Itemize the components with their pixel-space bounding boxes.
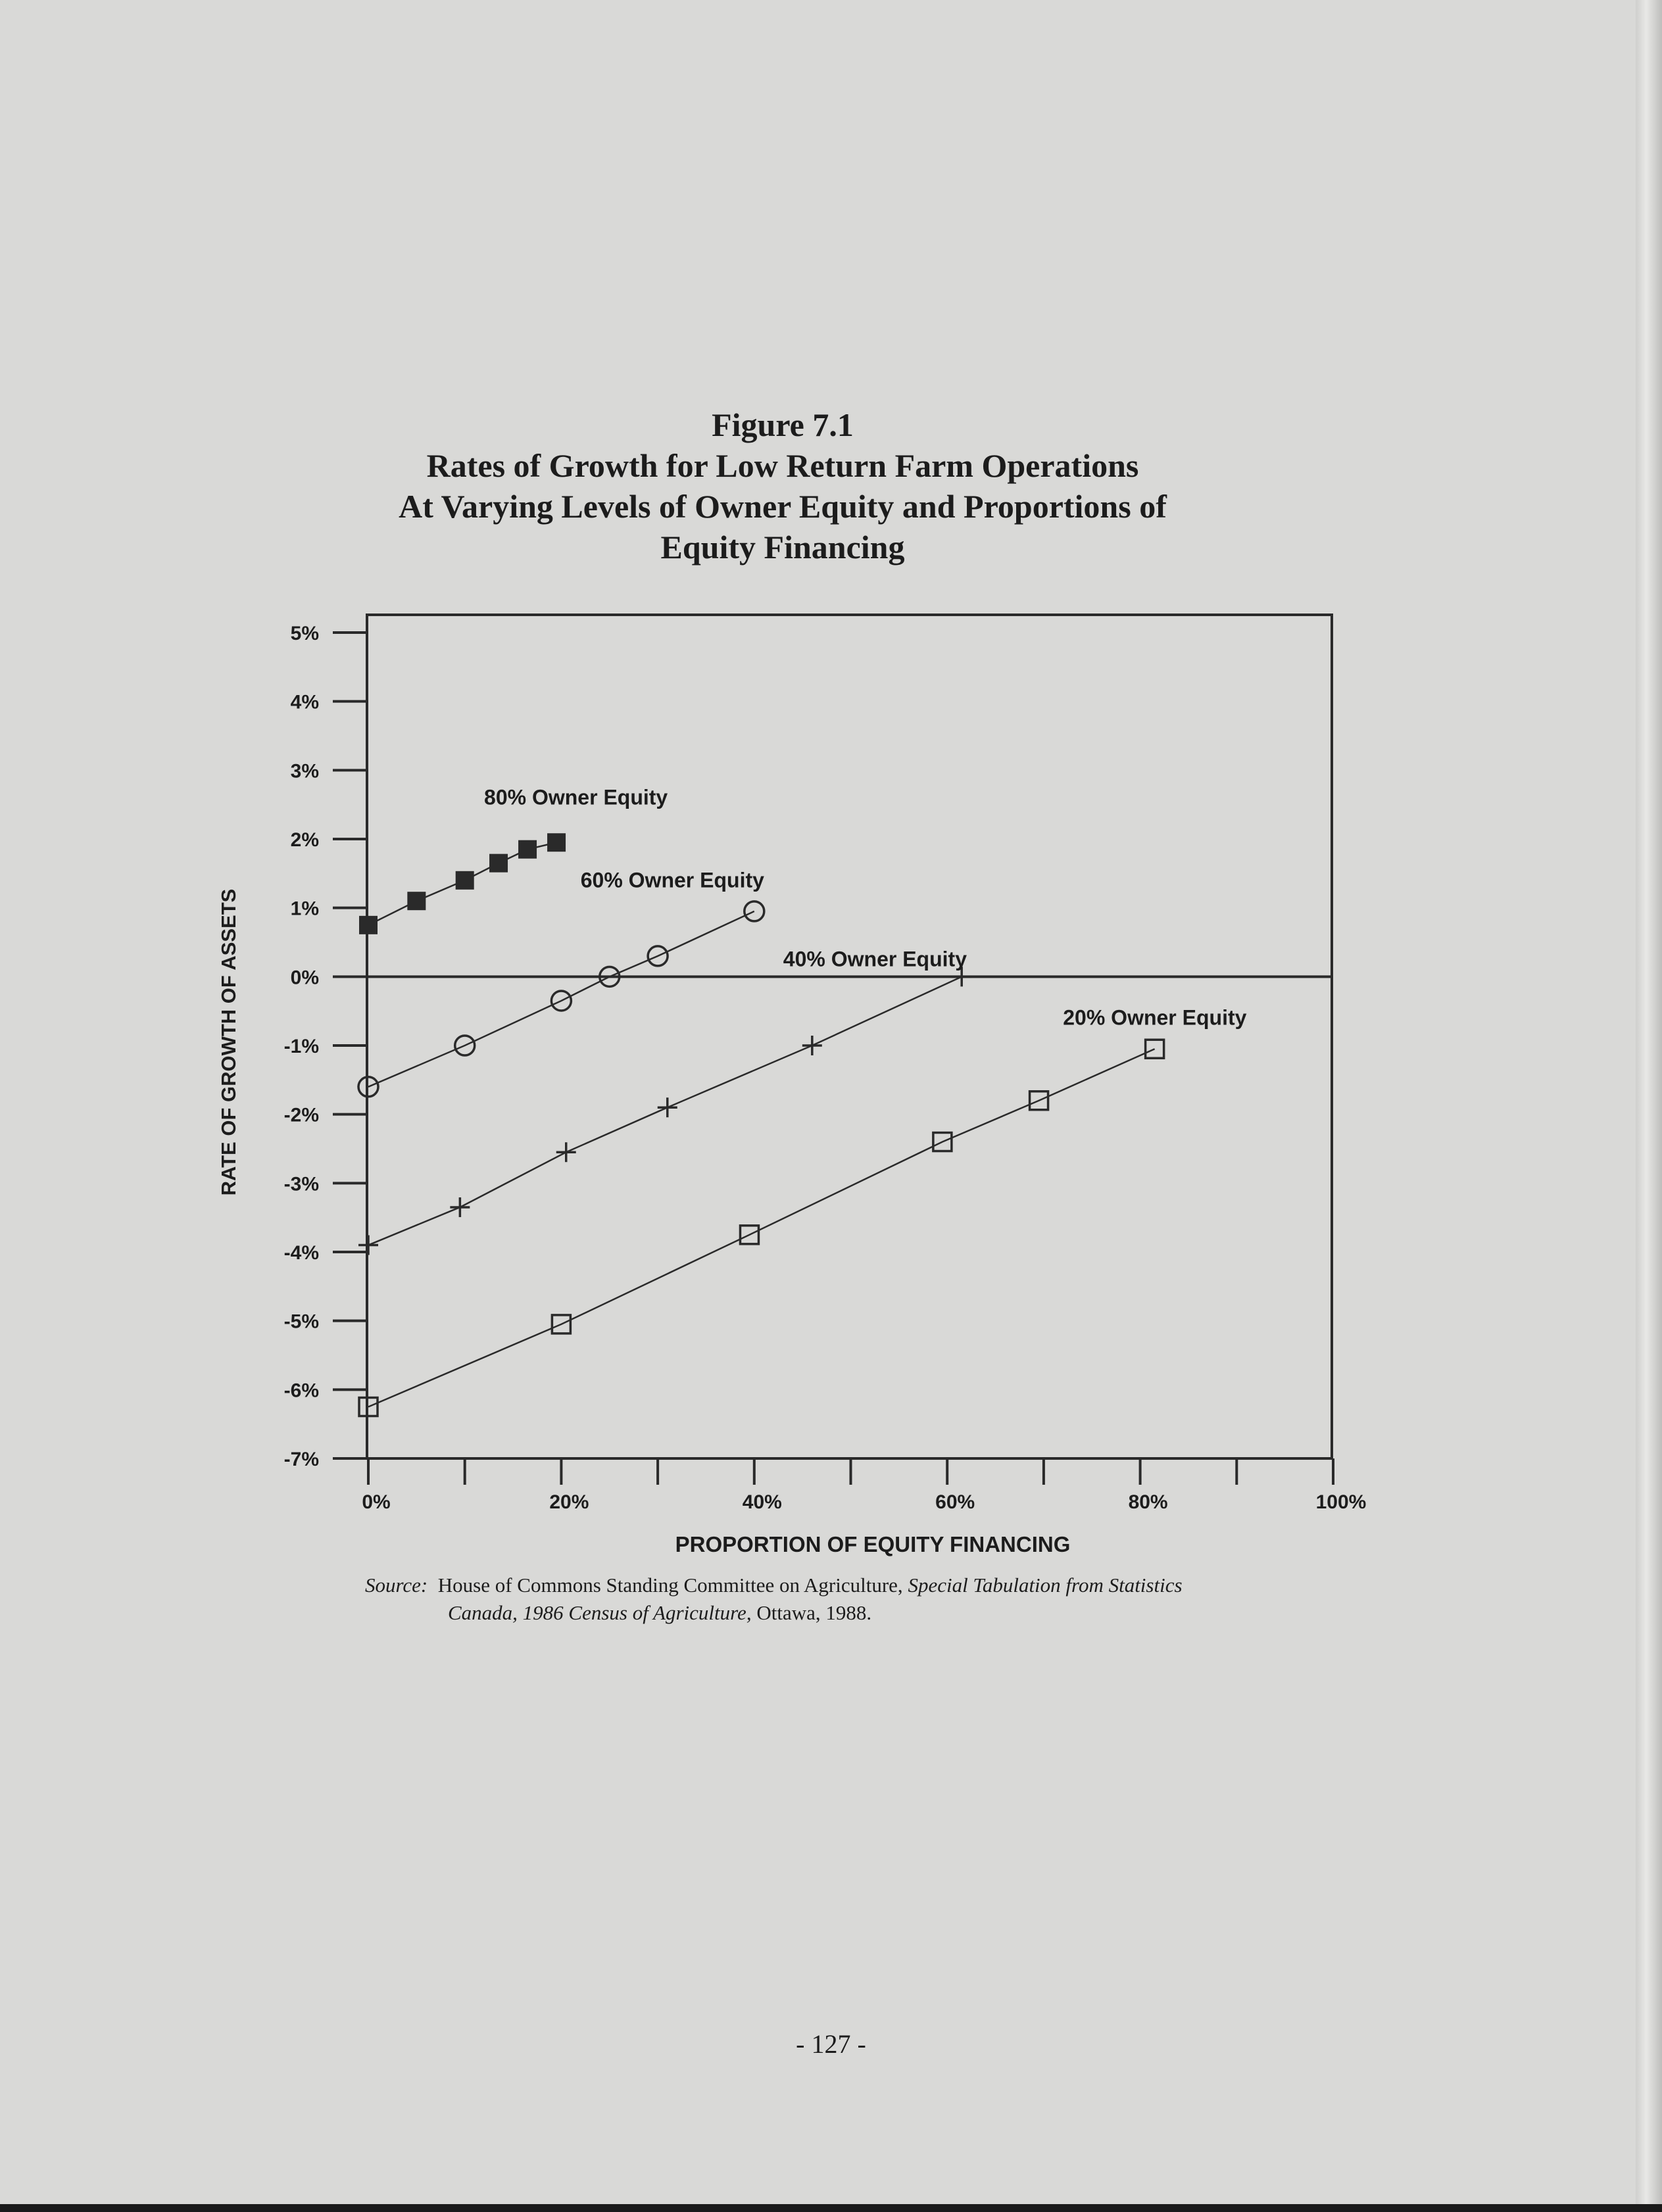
y-axis-title: RATE OF GROWTH OF ASSETS (217, 888, 240, 1196)
y-tick-label: -2% (283, 1104, 319, 1126)
series-label: 80% Owner Equity (484, 785, 668, 809)
page-number: - 127 - (796, 2029, 866, 2059)
y-tick-label: -6% (283, 1380, 319, 1402)
y-tick-label: 4% (290, 691, 319, 713)
data-point-plus (450, 1197, 470, 1217)
source-prefix: Source: (365, 1574, 428, 1597)
y-tick-label: -4% (283, 1242, 319, 1264)
series-label: 60% Owner Equity (580, 868, 764, 892)
data-point-filled-square (547, 833, 566, 852)
data-point-plus (802, 1036, 822, 1055)
series-line (368, 911, 754, 1087)
series-layer (358, 786, 1247, 1416)
series-line (368, 976, 962, 1245)
y-tick-label: 5% (290, 623, 319, 644)
source-note (365, 1572, 1352, 1627)
figure-title-line-1: Rates of Growth for Low Return Farm Operations (426, 447, 1139, 484)
x-axis-title: PROPORTION OF EQUITY FINANCING (675, 1532, 1071, 1556)
source-italic-2: Canada, 1986 Census of Agriculture, (448, 1601, 752, 1624)
x-tick-label: 20% (549, 1491, 589, 1513)
data-point-filled-square (518, 840, 537, 859)
x-tick-label: 40% (742, 1491, 782, 1513)
page-bottom-edge (0, 2204, 1662, 2212)
figure-label: Figure 7.1 (712, 406, 854, 443)
data-point-filled-square (456, 871, 474, 890)
y-tick-label: 0% (290, 967, 319, 989)
x-tick-label: 60% (935, 1491, 975, 1513)
y-tick-label: -3% (283, 1173, 319, 1195)
data-point-filled-square (489, 854, 508, 873)
plot-frame (367, 615, 1332, 1458)
series-label: 40% Owner Equity (783, 947, 967, 971)
series-label: 20% Owner Equity (1063, 1005, 1247, 1030)
source-italic-1: Special Tabulation from Statistics (908, 1574, 1183, 1597)
figure-title-line-3: Equity Financing (660, 529, 905, 565)
source-text-2: Ottawa, 1988. (756, 1601, 872, 1624)
y-tick-label: 3% (290, 760, 319, 782)
axes (284, 623, 1367, 1513)
source-text-1: House of Commons Standing Committee on Agriculture, (437, 1574, 903, 1597)
series-4 (359, 1006, 1247, 1416)
series-3 (358, 948, 971, 1255)
y-tick-label: -1% (283, 1036, 319, 1057)
series-1 (359, 786, 668, 934)
y-tick-label: -5% (283, 1310, 319, 1333)
y-tick-label: -7% (283, 1449, 319, 1470)
figure-title-line-2: At Varying Levels of Owner Equity and Proportions of (399, 488, 1167, 525)
data-point-filled-square (359, 916, 378, 934)
data-point-plus (556, 1142, 576, 1162)
x-tick-label: 80% (1128, 1491, 1168, 1513)
x-tick-label: 0% (362, 1491, 391, 1513)
y-tick-label: 1% (290, 898, 319, 920)
data-point-plus (658, 1097, 677, 1117)
series-line (368, 1049, 1155, 1407)
x-tick-label: 100% (1315, 1491, 1367, 1513)
data-point-filled-square (407, 892, 426, 910)
y-tick-label: 2% (290, 829, 319, 851)
